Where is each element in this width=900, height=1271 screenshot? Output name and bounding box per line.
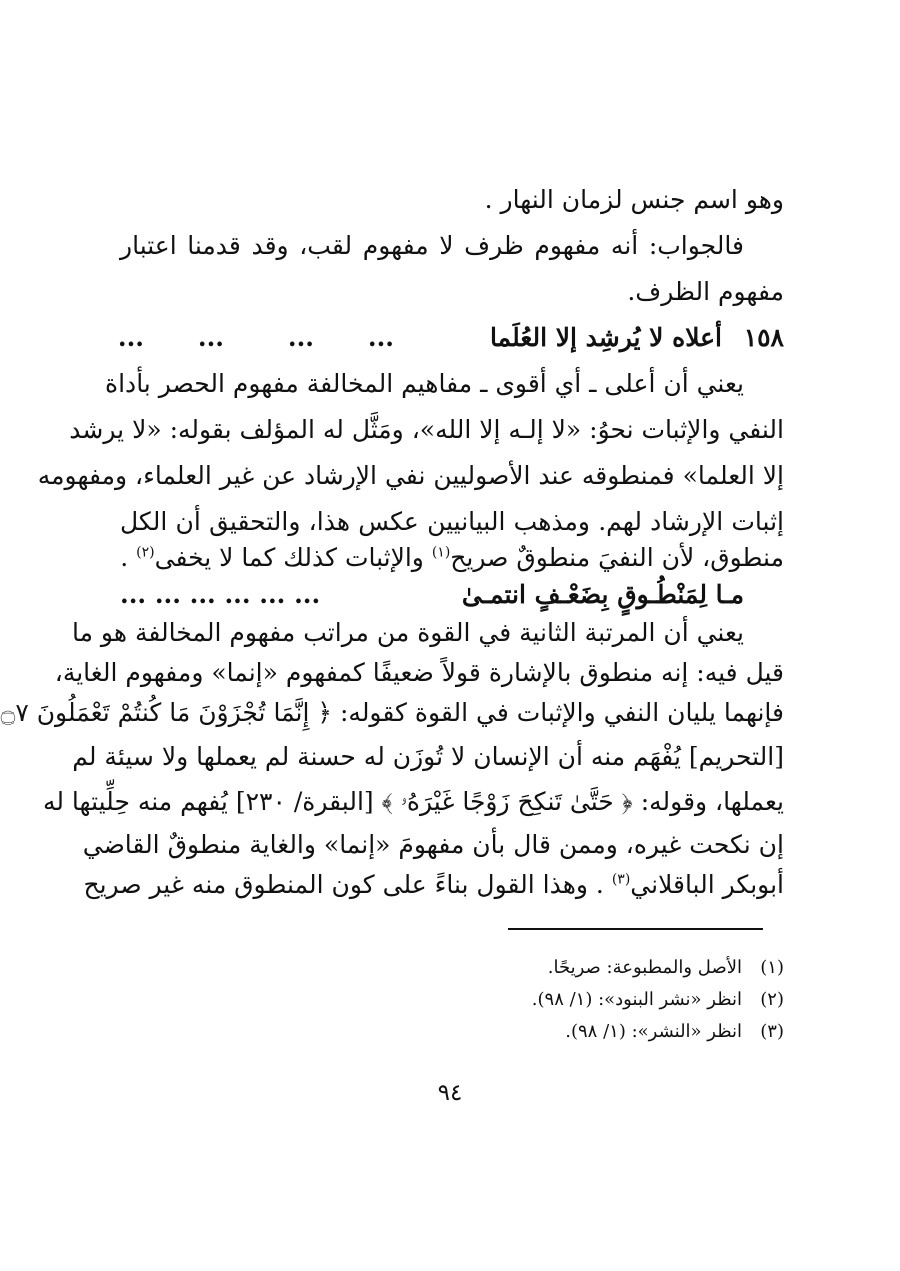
footnote-1	[300, 952, 784, 984]
text-line-5: يعني أن أعلى ـ أي أقوى ـ مفاهيم المخالفة مفهوم الحصر بأداة	[105, 369, 744, 398]
quran-verse-tahrim: ﴿ إِنَّمَا تُجْزَوْنَ مَا كُنتُمْ تَعْمَلُونَ ۝٧	[0, 698, 333, 727]
text-line-1: وهو اسم جنس لزمان النهار .	[484, 185, 784, 214]
footnote-3-number: (٣)	[760, 1021, 784, 1042]
text-line-8: إثبات الإرشاد لهم. ومذهب البيانيين عكس هذا، والتحقيق أن الكل	[120, 507, 784, 536]
footnote-ref-2: (٢)	[136, 544, 155, 561]
text-line-17-part-b: . وهذا القول بناءً على كون المنطوق منه غير صريح	[83, 870, 612, 899]
text-line-15	[42, 779, 784, 825]
text-line-2: فالجواب: أنه مفهوم ظرف لا مفهوم لقب، وقد قدمنا اعتبار	[120, 231, 744, 260]
footnote-1-text: الأصل والمطبوعة: صريحًا.	[547, 957, 742, 978]
footnote-2-number: (٢)	[760, 989, 784, 1010]
text-line-6: النفي والإثبات نحوُ: «لا إلـه إلا الله»، ومَثَّل له المؤلف بقوله: «لا يرشد	[69, 415, 784, 444]
verse-text: أعلاه لا يُرشِد إلا العُلَما	[490, 323, 722, 352]
footnote-2	[300, 984, 784, 1016]
text-line-13	[0, 690, 784, 736]
text-line-14: [التحريم] يُفْهَم منه أن الإنسان لا تُوزَن له حسنة لم يعملها ولا سيئة لم	[72, 742, 784, 771]
text-line-15-part-a: يعملها، وقوله:	[632, 787, 784, 816]
verse-dots-4: ...	[117, 323, 144, 352]
footnote-3-text: انظر «النشر»: (١/ ٩٨).	[565, 1021, 742, 1042]
verse-dots-1: ...	[367, 323, 394, 352]
text-line-13-part-a: فإنهما يليان النفي والإثبات في القوة كقوله:	[332, 698, 784, 727]
text-line-12: قيل فيه: إنه منطوق بالإشارة قولاً ضعيفًا كمفهوم «إنما» ومفهوم الغاية،	[54, 658, 784, 687]
text-line-16: إن نكحت غيره، وممن قال بأن مفهومَ «إنما» والغاية منطوقٌ القاضي	[82, 830, 784, 859]
text-line-15-part-b: [البقرة/ ٢٣٠] يُفهم منه حِلِّيتها له	[42, 787, 382, 816]
text-line-9-part-a: منطوق، لأن النفيَ منطوقٌ صريح	[450, 543, 784, 572]
footnote-1-number: (١)	[760, 957, 784, 978]
page-number: ٩٤	[437, 1080, 463, 1106]
text-line-17	[83, 862, 784, 908]
verse2-text: مـا لِمَنْطُـوقٍ بِضَعْـفٍ انتمـىٰ	[461, 580, 744, 609]
text-line-7: إلا العلما» فمنطوقه عند الأصوليين نفي الإرشاد عن غير العلماء، ومفهومه	[37, 461, 784, 490]
verse-dots-3: ...	[197, 323, 224, 352]
quran-verse-baqarah: ﴿ حَتَّىٰ تَنكِحَ زَوْجًا غَيْرَهُۥ ﴾	[381, 787, 633, 816]
text-line-17-part-a: أبوبكر الباقلاني	[630, 870, 784, 899]
footnote-separator	[508, 928, 763, 930]
footnote-3	[300, 1016, 784, 1048]
verse2-dots: ... ... ... ... ... ...	[120, 580, 321, 609]
verse-number: ١٥٨	[743, 323, 784, 352]
footnote-2-text: انظر «نشر البنود»: (١/ ٩٨).	[531, 989, 742, 1010]
text-line-9-part-b: والإثبات كذلك كما لا يخفى	[154, 543, 432, 572]
text-line-11: يعني أن المرتبة الثانية في القوة من مراتب مفهوم المخالفة هو ما	[71, 618, 744, 647]
text-line-9-part-c: .	[120, 543, 137, 572]
verse-158	[117, 315, 784, 361]
verse-dots-2: ...	[287, 323, 314, 352]
footnote-ref-3: (٣)	[611, 871, 631, 888]
text-line-3: مفهوم الظرف.	[627, 277, 784, 306]
footnote-ref-1: (١)	[431, 544, 451, 561]
